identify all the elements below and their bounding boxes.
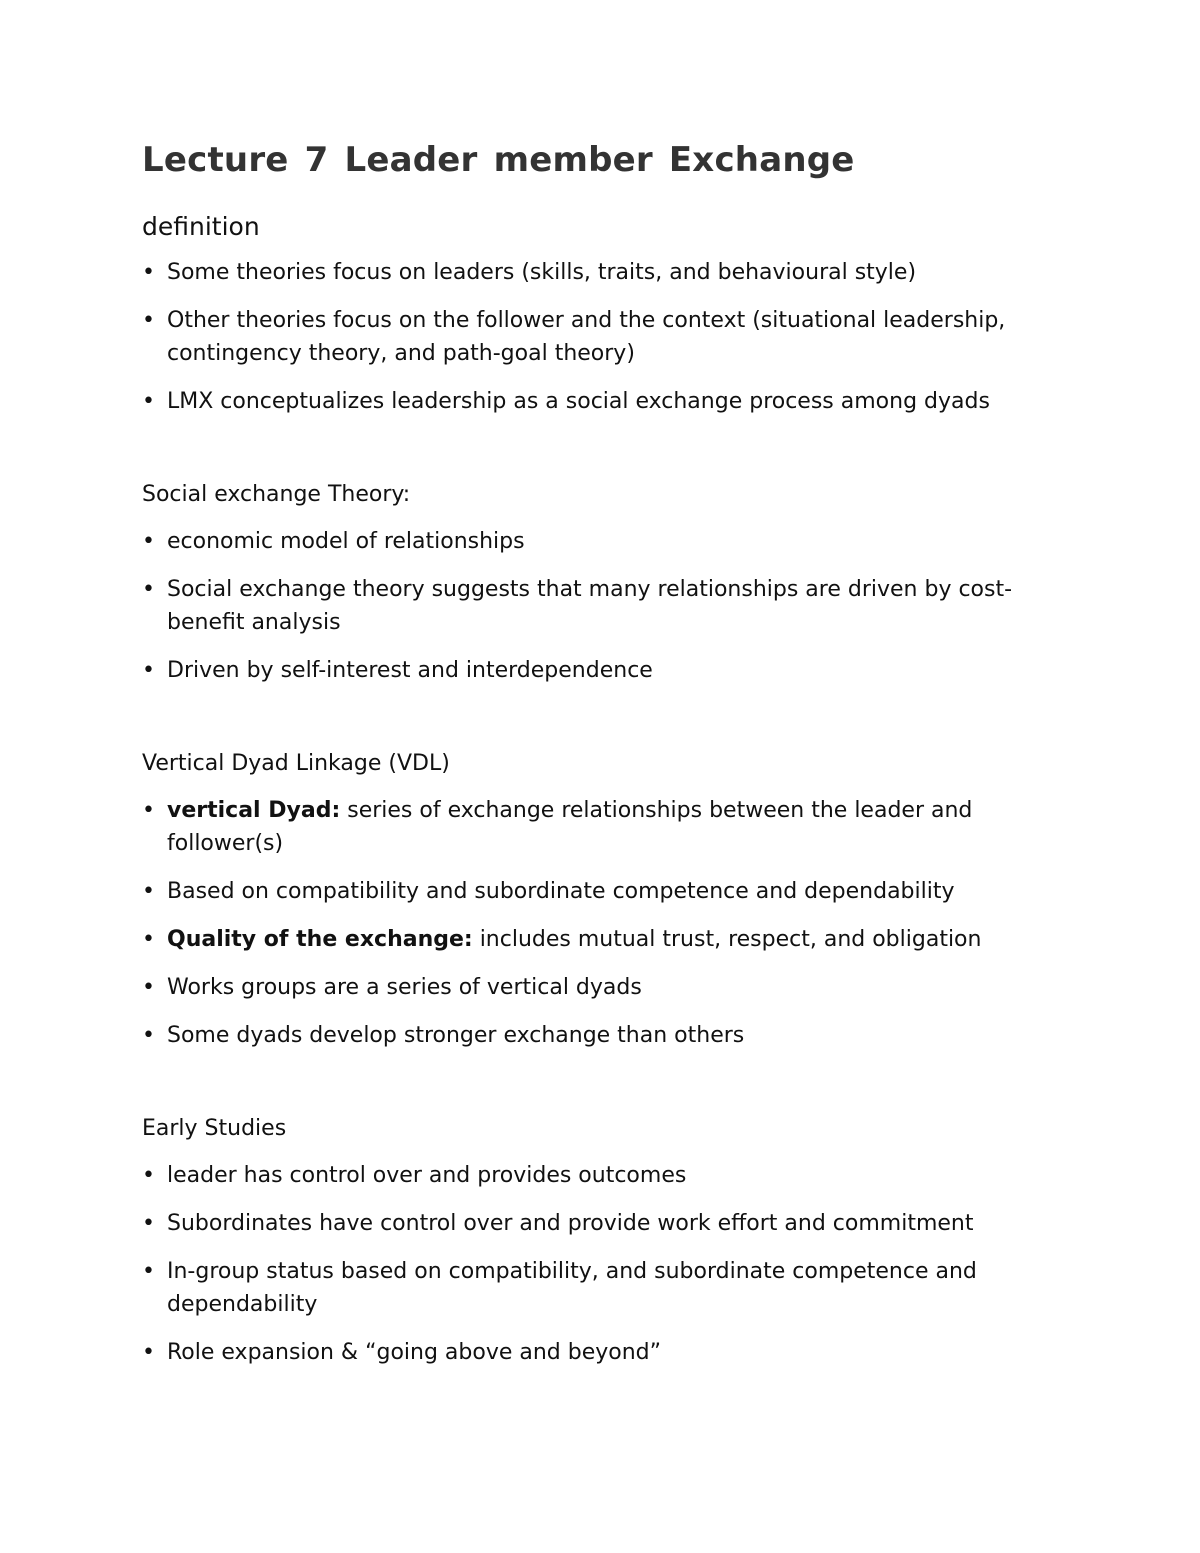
bullet-icon: •	[142, 879, 155, 904]
bullet-icon: •	[142, 1211, 155, 1236]
social-exchange-heading: Social exchange Theory:	[142, 482, 411, 507]
list-item: • LMX conceptualizes leadership as a social exchange process among dyads	[142, 385, 1072, 418]
list-item: • In-group status based on compatibility, and subordinate competence and dependability	[142, 1255, 1072, 1321]
bullet-icon: •	[142, 260, 155, 285]
list-item: • Works groups are a series of vertical dyads	[142, 971, 1072, 1004]
list-item: • Other theories focus on the follower and the context (situational leadership, contingency theory, and path-goal theory)	[142, 304, 1072, 370]
bullet-icon: •	[142, 529, 155, 554]
bullet-icon: •	[142, 308, 155, 333]
term-label: vertical Dyad:	[167, 798, 341, 823]
list-item: • vertical Dyad: series of exchange relationships between the leader and follower(s)	[142, 794, 1072, 860]
vdl-heading: Vertical Dyad Linkage (VDL)	[142, 751, 450, 776]
bullet-icon: •	[142, 927, 155, 952]
bullet-icon: •	[142, 798, 155, 823]
bullet-icon: •	[142, 975, 155, 1000]
bullet-icon: •	[142, 1340, 155, 1365]
list-item: • leader has control over and provides outcomes	[142, 1159, 1072, 1192]
list-item: • Quality of the exchange: includes mutual trust, respect, and obligation	[142, 923, 1072, 956]
list-item: • Subordinates have control over and provide work effort and commitment	[142, 1207, 1072, 1240]
list-item: • economic model of relationships	[142, 525, 1072, 558]
list-item: • Some theories focus on leaders (skills, traits, and behavioural style)	[142, 256, 1072, 289]
social-exchange-list	[142, 525, 1072, 687]
list-item: • Some dyads develop stronger exchange than others	[142, 1019, 1072, 1052]
list-item: • Driven by self-interest and interdependence	[142, 654, 1072, 687]
definition-section	[142, 210, 1072, 418]
bullet-icon: •	[142, 1163, 155, 1188]
document-page	[142, 140, 1072, 1369]
bullet-icon: •	[142, 1023, 155, 1048]
bullet-icon: •	[142, 658, 155, 683]
social-exchange-section	[142, 480, 1072, 687]
term-label: Quality of the exchange:	[167, 927, 473, 952]
definition-list	[142, 256, 1072, 418]
page-title: Lecture 7 Leader member Exchange	[142, 140, 855, 180]
list-item: • Social exchange theory suggests that many relationships are driven by cost-benefit analysis	[142, 573, 1072, 639]
bullet-icon: •	[142, 389, 155, 414]
list-item: • Role expansion & “going above and beyond”	[142, 1336, 1072, 1369]
early-studies-list	[142, 1159, 1072, 1369]
bullet-icon: •	[142, 1259, 155, 1284]
vdl-list	[142, 794, 1072, 1052]
early-studies-section	[142, 1114, 1072, 1369]
list-item: • Based on compatibility and subordinate competence and dependability	[142, 875, 1072, 908]
definition-heading: definition	[142, 212, 260, 241]
bullet-icon: •	[142, 577, 155, 602]
vdl-section	[142, 749, 1072, 1052]
early-studies-heading: Early Studies	[142, 1116, 287, 1141]
